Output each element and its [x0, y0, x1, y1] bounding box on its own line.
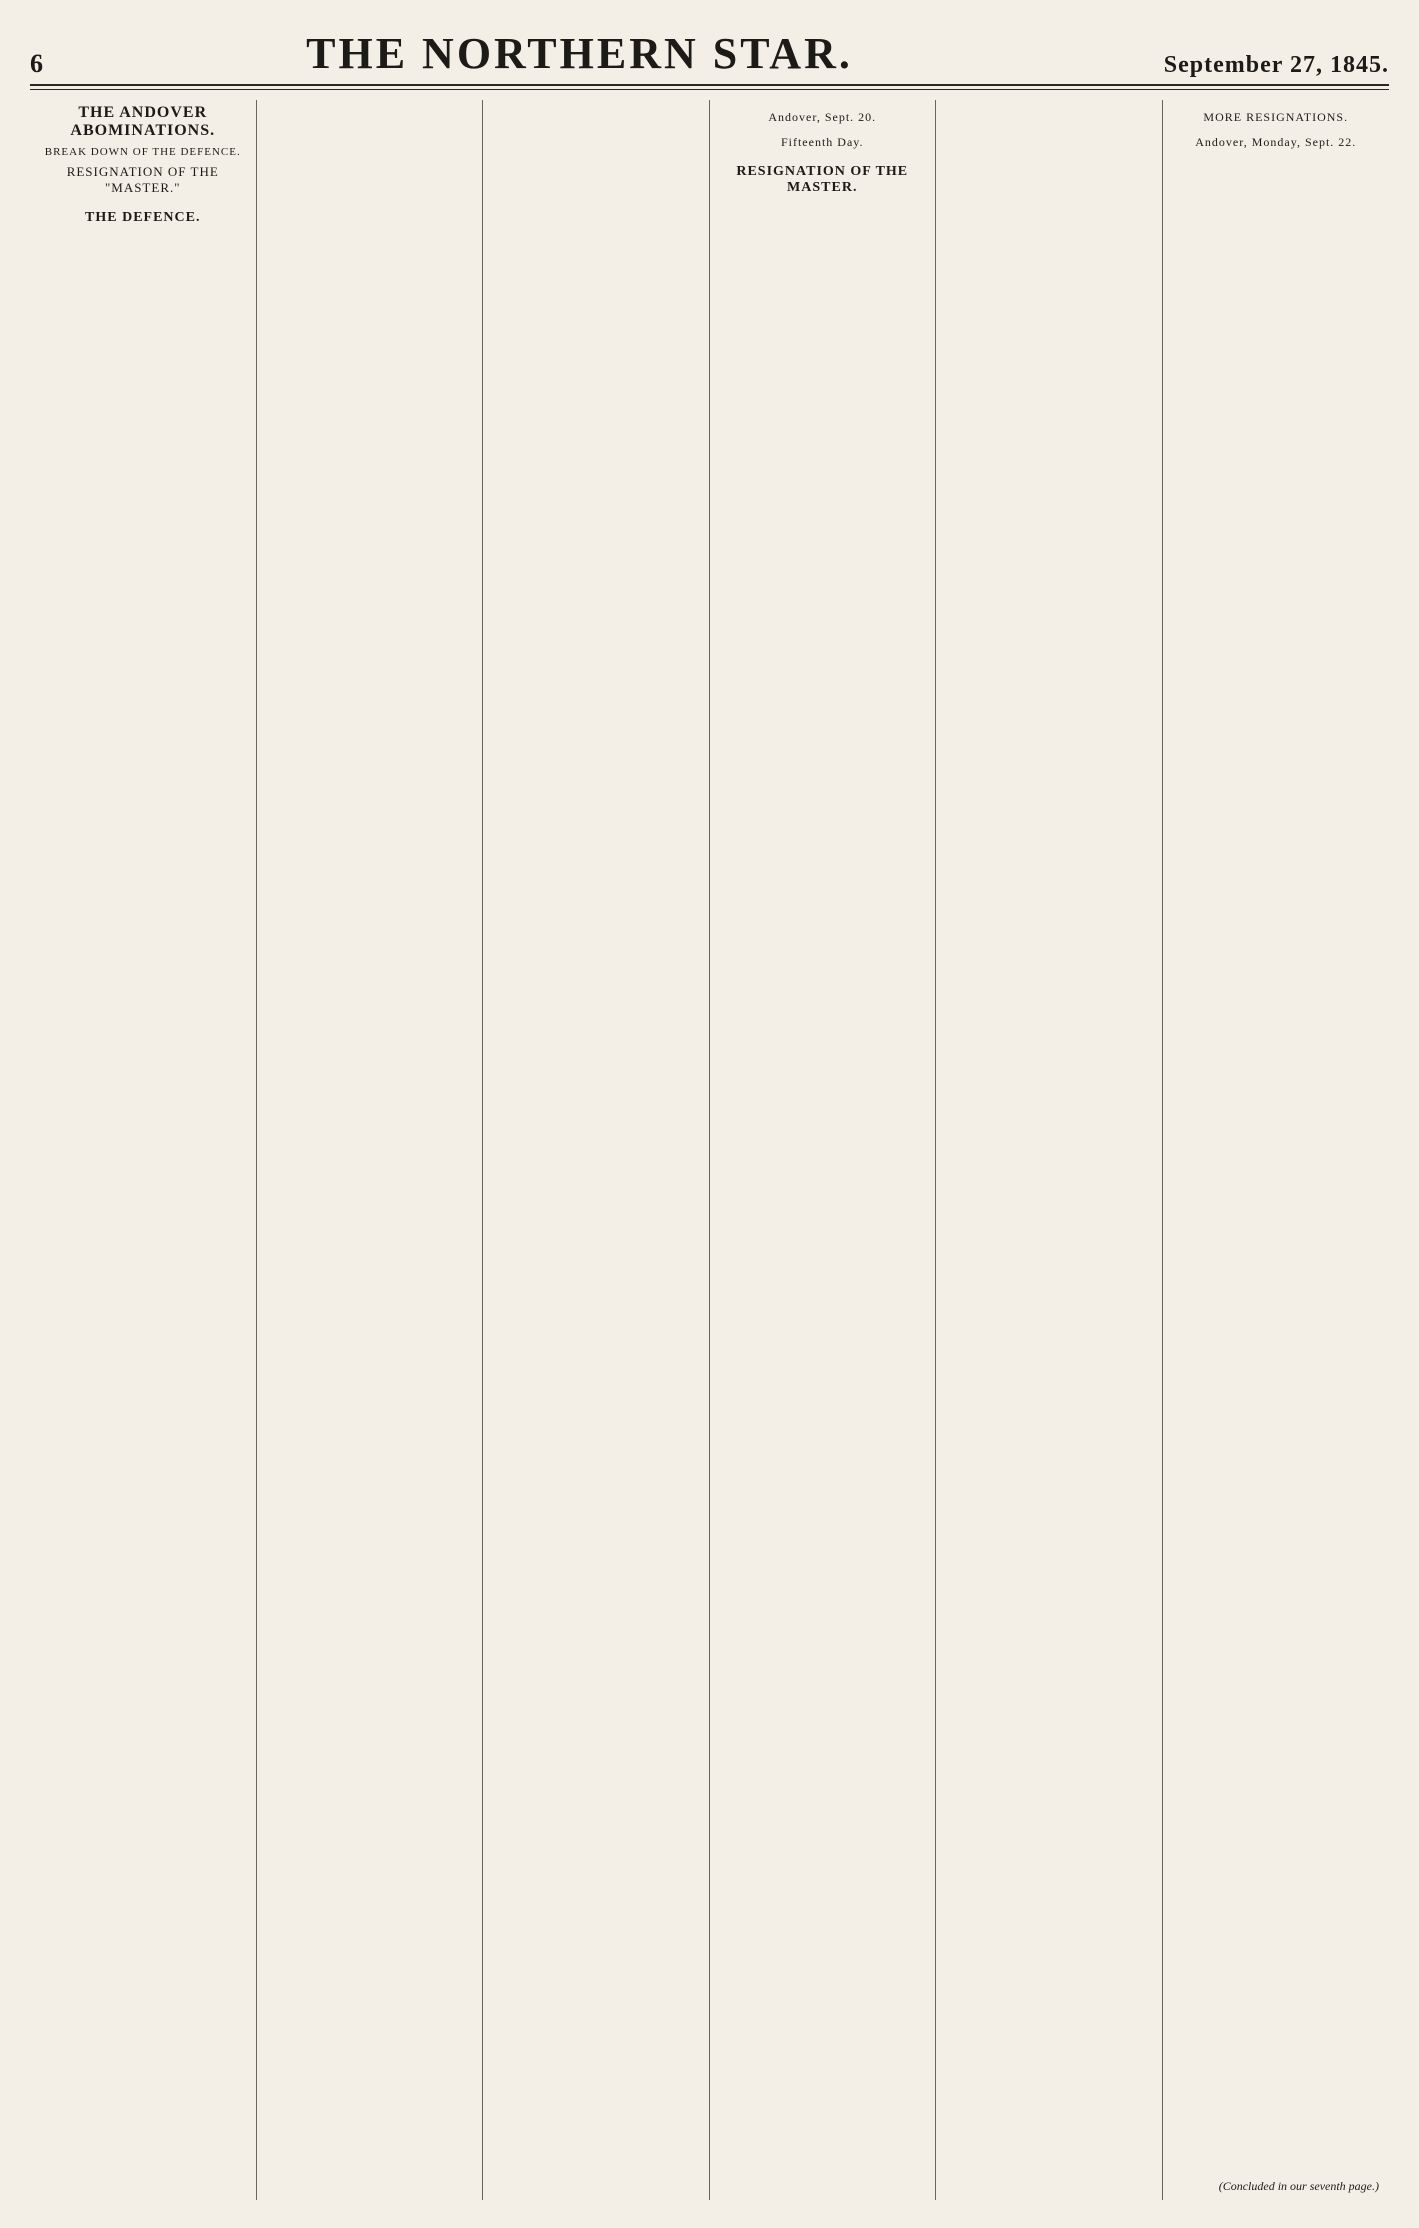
article-title: THE ANDOVER ABOMINATIONS. — [70, 104, 216, 139]
article-section: RESIGNATION OF THE "MASTER." — [66, 164, 219, 195]
column-2 — [257, 100, 484, 2200]
column-5 — [936, 100, 1163, 2200]
masthead — [30, 28, 1389, 86]
masthead-rule — [30, 89, 1389, 90]
article-subtitle: BREAK DOWN OF THE DEFENCE. — [44, 146, 241, 158]
subhead-date: Andover, Sept. 20. — [768, 110, 877, 124]
defence-heading: THE DEFENCE. — [85, 210, 201, 225]
subhead-more: MORE RESIGNATIONS. — [1203, 110, 1349, 124]
subhead-day: Fifteenth Day. — [780, 135, 864, 149]
resignation-heading: RESIGNATION OF THE MASTER. — [736, 164, 909, 195]
subhead-date2: Andover, Monday, Sept. 22. — [1195, 135, 1357, 149]
issue-date: September 27, 1845. — [1163, 52, 1389, 78]
column-4 — [710, 100, 937, 2200]
columns — [30, 100, 1389, 2200]
column-3 — [483, 100, 710, 2200]
page-number: 6 — [30, 49, 43, 78]
paper-title: THE NORTHERN STAR. — [306, 29, 853, 78]
continued-note: (Concluded in our seventh page.) — [1218, 2179, 1379, 2193]
column-1 — [30, 100, 257, 2200]
column-6 — [1163, 100, 1390, 2200]
